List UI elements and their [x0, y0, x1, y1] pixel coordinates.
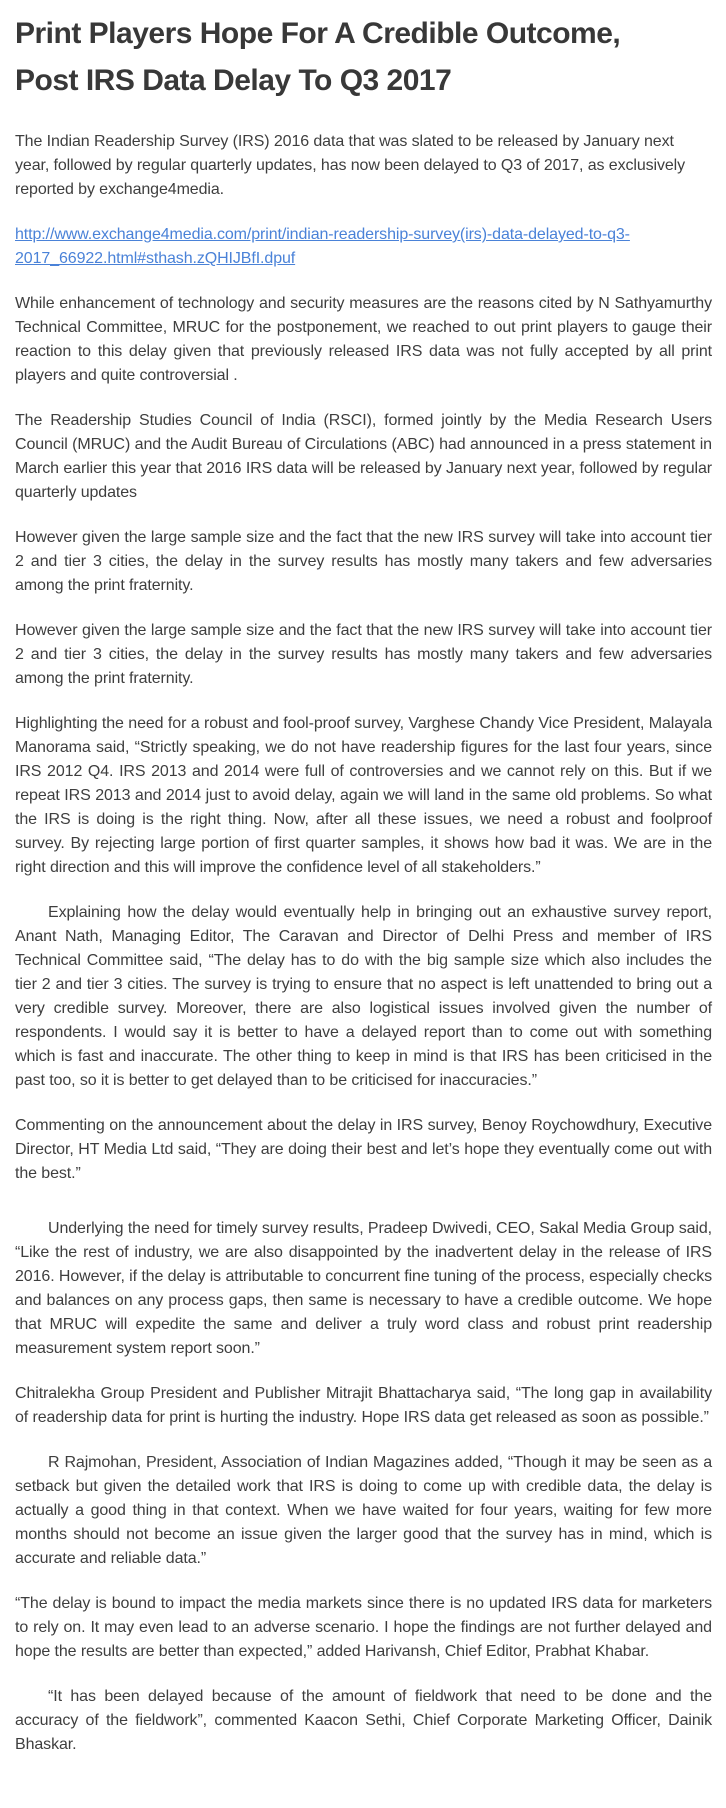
paragraph: The Indian Readership Survey (IRS) 2016 data that was slated to be released by January next year, followed by regular quarterly updates, has now been delayed to Q3 of 2017, as exclusively reported by exchange4media.	[15, 133, 686, 198]
page-title-line1: Print Players Hope For A Credible Outcome,	[15, 17, 621, 50]
page-title-line2: Post IRS Data Delay To Q3 2017	[15, 64, 452, 97]
paragraph: Underlying the need for timely survey results, Pradeep Dwivedi, CEO, Sakal Media Group said, “Like the rest of industry, we are also disappointed by the inadvertent delay in the release of IRS 2016. However, if the delay is attributable to concurrent fine tuning of the process, especially checks and balances on any process gaps, then same is necessary to have a credible outcome. We hope that MRUC will expedite the same and deliver a truly word class and robust print readership measurement system report soon.”	[15, 1220, 712, 1357]
paragraph: Commenting on the announcement about the delay in IRS survey, Benoy Roychowdhury, Executive Director, HT Media Ltd said, “They are doing their best and let’s hope they eventually come out with the best.”	[15, 1117, 712, 1182]
paragraph: R Rajmohan, President, Association of Indian Magazines added, “Though it may be seen as a setback but given the detailed work that IRS is doing to come up with credible data, the delay is actually a good thing in that context. When we have waited for four years, waiting for few more months should not become an issue given the larger good that the survey has in mind, which is accurate and reliable data.”	[15, 1454, 712, 1567]
paragraph: Highlighting the need for a robust and fool-proof survey, Varghese Chandy Vice President, Malayala Manorama said, “Strictly speaking, we do not have readership figures for the last four years, since IRS 2012 Q4. IRS 2013 and 2014 were full of controversies and we cannot rely on this. But if we repeat IRS 2013 and 2014 just to avoid delay, again we will land in the same old problems. So what the IRS is doing is the right thing. Now, after all these issues, we need a robust and foolproof survey. By rejecting large portion of first quarter samples, it shows how bad it was. We are in the right direction and this will improve the confidence level of all stakeholders.”	[15, 715, 712, 876]
paragraph: Explaining how the delay would eventually help in bringing out an exhaustive survey report, Anant Nath, Managing Editor, The Caravan and Director of Delhi Press and member of IRS Technical Committee said, “The delay has to do with the big sample size which also includes the tier 2 and tier 3 cities. The survey is trying to ensure that no aspect is left unattended to bring out a very credible survey. Moreover, there are also logistical issues involved given the number of respondents. I would say it is better to have a delayed report than to come out with something which is fast and inaccurate. The other thing to keep in mind is that IRS has been criticised in the past too, so it is better to get delayed than to be criticised for inaccuracies.”	[15, 904, 712, 1089]
paragraph: “The delay is bound to impact the media markets since there is no updated IRS data for marketers to rely on. It may even lead to an adverse scenario. I hope the findings are not further delayed and hope the results are better than expected,” added Harivansh, Chief Editor, Prabhat Khabar.	[15, 1595, 712, 1660]
page-title	[15, 10, 712, 104]
paragraph: However given the large sample size and the fact that the new IRS survey will take into account tier 2 and tier 3 cities, the delay in the survey results has mostly many takers and few adversaries among the print fraternity.	[15, 622, 712, 687]
paragraph: Chitralekha Group President and Publisher Mitrajit Bhattacharya said, “The long gap in availability of readership data for print is hurting the industry. Hope IRS data get released as soon as possible.”	[15, 1385, 712, 1426]
article-link[interactable]: http://www.exchange4media.com/print/indian-readership-survey(irs)-data-delayed-to-q3-2017_66922.html#sthash.zQHIJBfI.dpuf	[15, 226, 630, 267]
paragraph: While enhancement of technology and security measures are the reasons cited by N Sathyamurthy Technical Committee, MRUC for the postponement, we reached to out print players to gauge their reaction to this delay given that previously released IRS data was not fully accepted by all print players and quite controversial .	[15, 295, 712, 384]
paragraph: “It has been delayed because of the amount of fieldwork that need to be done and the accuracy of the fieldwork”, commented Kaacon Sethi, Chief Corporate Marketing Officer, Dainik Bhaskar.	[15, 1688, 712, 1753]
paragraph: The Readership Studies Council of India (RSCI), formed jointly by the Media Research Users Council (MRUC) and the Audit Bureau of Circulations (ABC) had announced in a press statement in March earlier this year that 2016 IRS data will be released by January next year, followed by regular quarterly updates	[15, 412, 712, 501]
paragraph: However given the large sample size and the fact that the new IRS survey will take into account tier 2 and tier 3 cities, the delay in the survey results has mostly many takers and few adversaries among the print fraternity.	[15, 529, 712, 594]
article-body	[15, 130, 712, 1757]
article-link-paragraph	[15, 223, 712, 271]
